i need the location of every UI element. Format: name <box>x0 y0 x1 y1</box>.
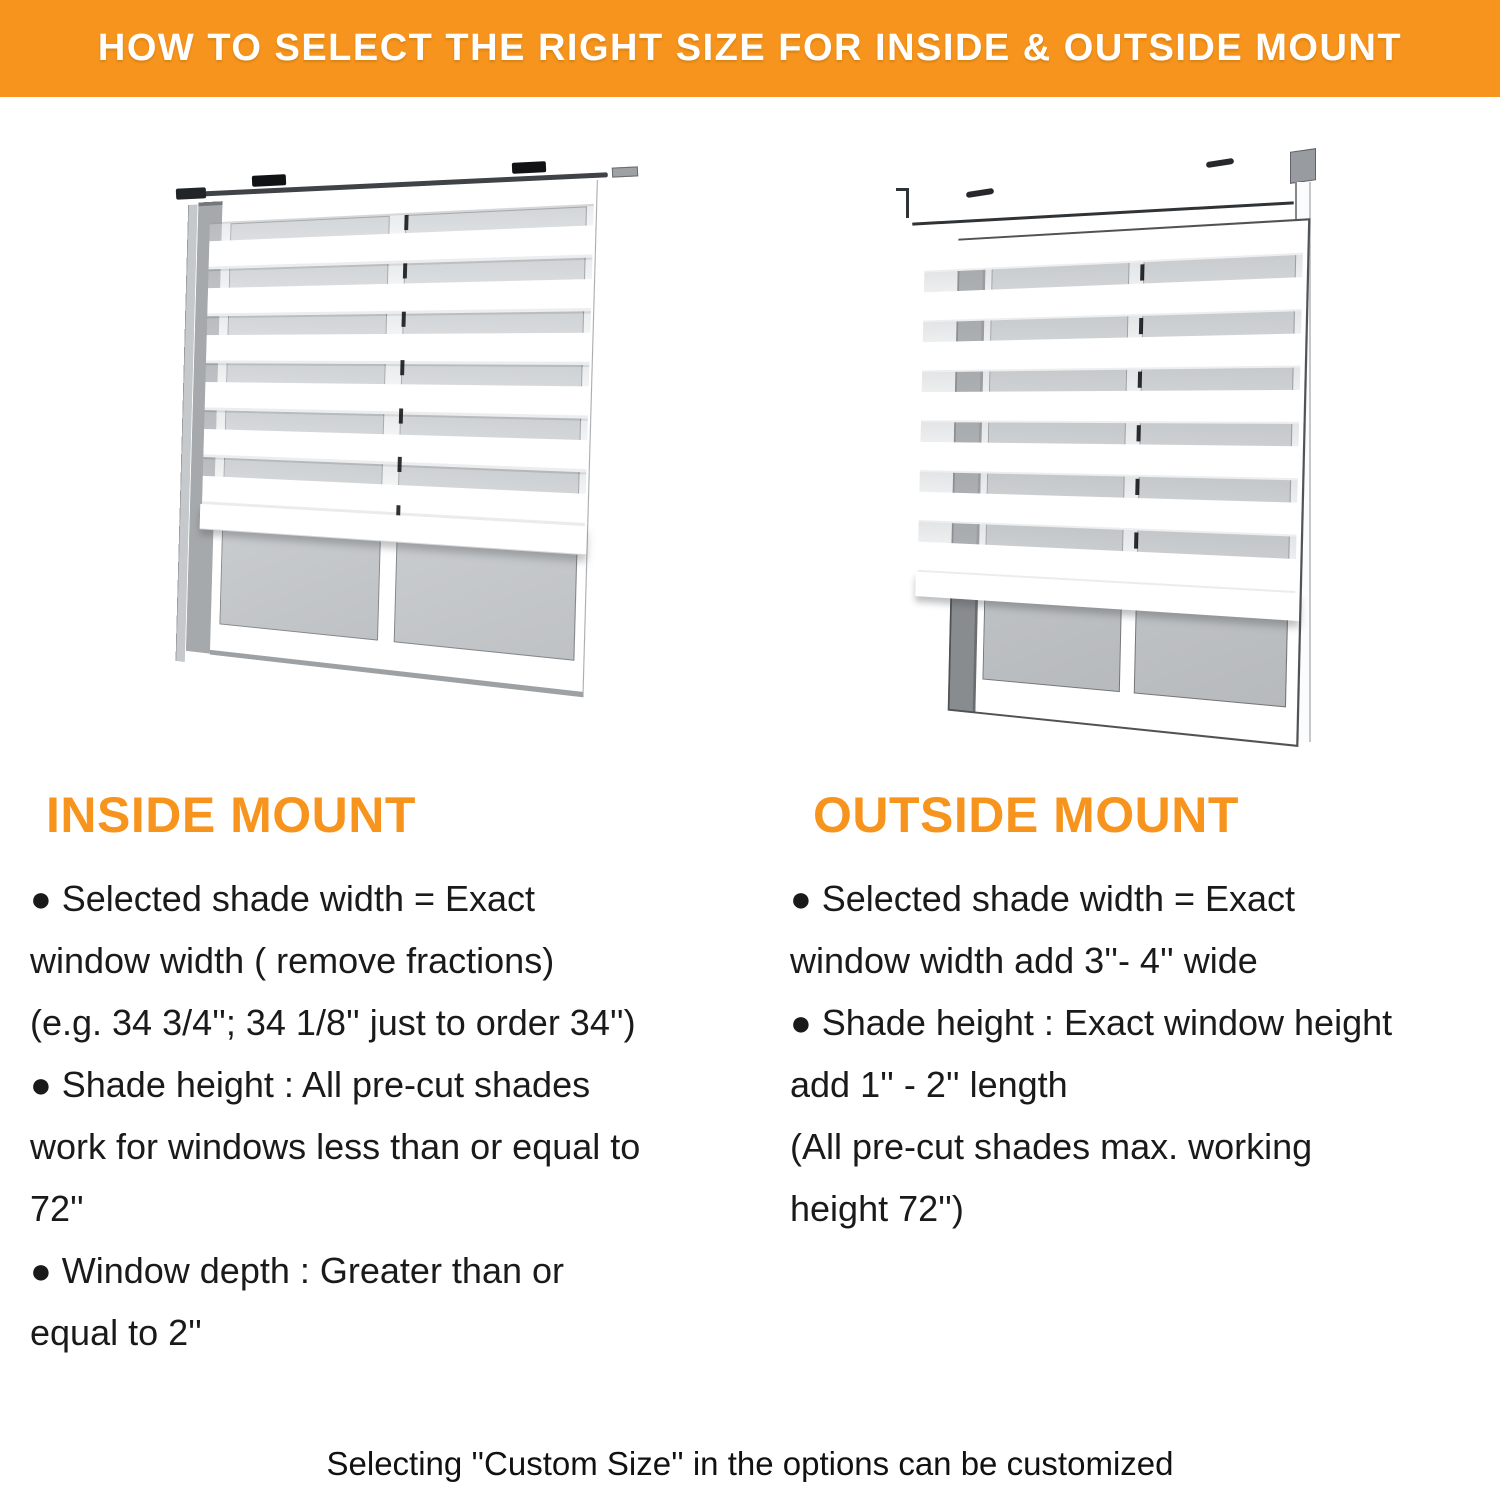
mount-board-hook <box>906 190 909 218</box>
window-inside-mount <box>186 180 597 692</box>
headrail-bracket <box>252 174 286 187</box>
text-line: add 1'' - 2'' length <box>790 1064 1068 1105</box>
text-line: work for windows less than or equal to <box>30 1126 641 1167</box>
text-line: (All pre-cut shades max. working <box>790 1126 1313 1167</box>
wall-screw-mark <box>1206 158 1235 168</box>
inside-mount-heading: INSIDE MOUNT <box>46 787 416 843</box>
wall-screw-mark <box>966 188 995 198</box>
header-banner <box>0 0 1500 97</box>
inside-mount-illustration <box>160 148 640 788</box>
window-frame <box>210 180 598 697</box>
page-title: HOW TO SELECT THE RIGHT SIZE FOR INSIDE & OUTSIDE MOUNT <box>97 27 1403 69</box>
text-line: (e.g. 34 3/4''; 34 1/8'' just to order 34'') <box>30 1002 636 1043</box>
headrail-bracket <box>512 161 546 174</box>
text-line: ● Window depth : Greater than or <box>30 1250 565 1291</box>
mount-board-hook <box>896 188 909 191</box>
text-line: ● Shade height : Exact window height <box>790 1002 1393 1043</box>
text-line: window width ( remove fractions) <box>30 940 555 981</box>
custom-size-note: Selecting ''Custom Size'' in the options can be customized <box>326 1445 1174 1482</box>
text-line: ● Selected shade width = Exact <box>790 878 1296 919</box>
headrail-end-cap <box>612 166 638 177</box>
window-outside-mount <box>914 190 1313 775</box>
text-line: window width add 3''- 4'' wide <box>790 940 1258 981</box>
zebra-blind <box>918 221 1304 593</box>
text-line: ● Selected shade width = Exact <box>30 878 536 919</box>
corner-bracket <box>176 187 206 199</box>
outside-mount-text <box>790 868 1500 1240</box>
inside-mount-text <box>30 868 740 1364</box>
headrail-end-cap <box>1290 148 1316 184</box>
outside-mount-illustration <box>888 138 1353 783</box>
text-line: height 72'') <box>790 1188 964 1229</box>
text-line: 72'' <box>30 1188 84 1229</box>
outside-mount-heading: OUTSIDE MOUNT <box>813 787 1239 843</box>
text-line: ● Shade height : All pre-cut shades <box>30 1064 591 1105</box>
text-line: equal to 2'' <box>30 1312 202 1353</box>
